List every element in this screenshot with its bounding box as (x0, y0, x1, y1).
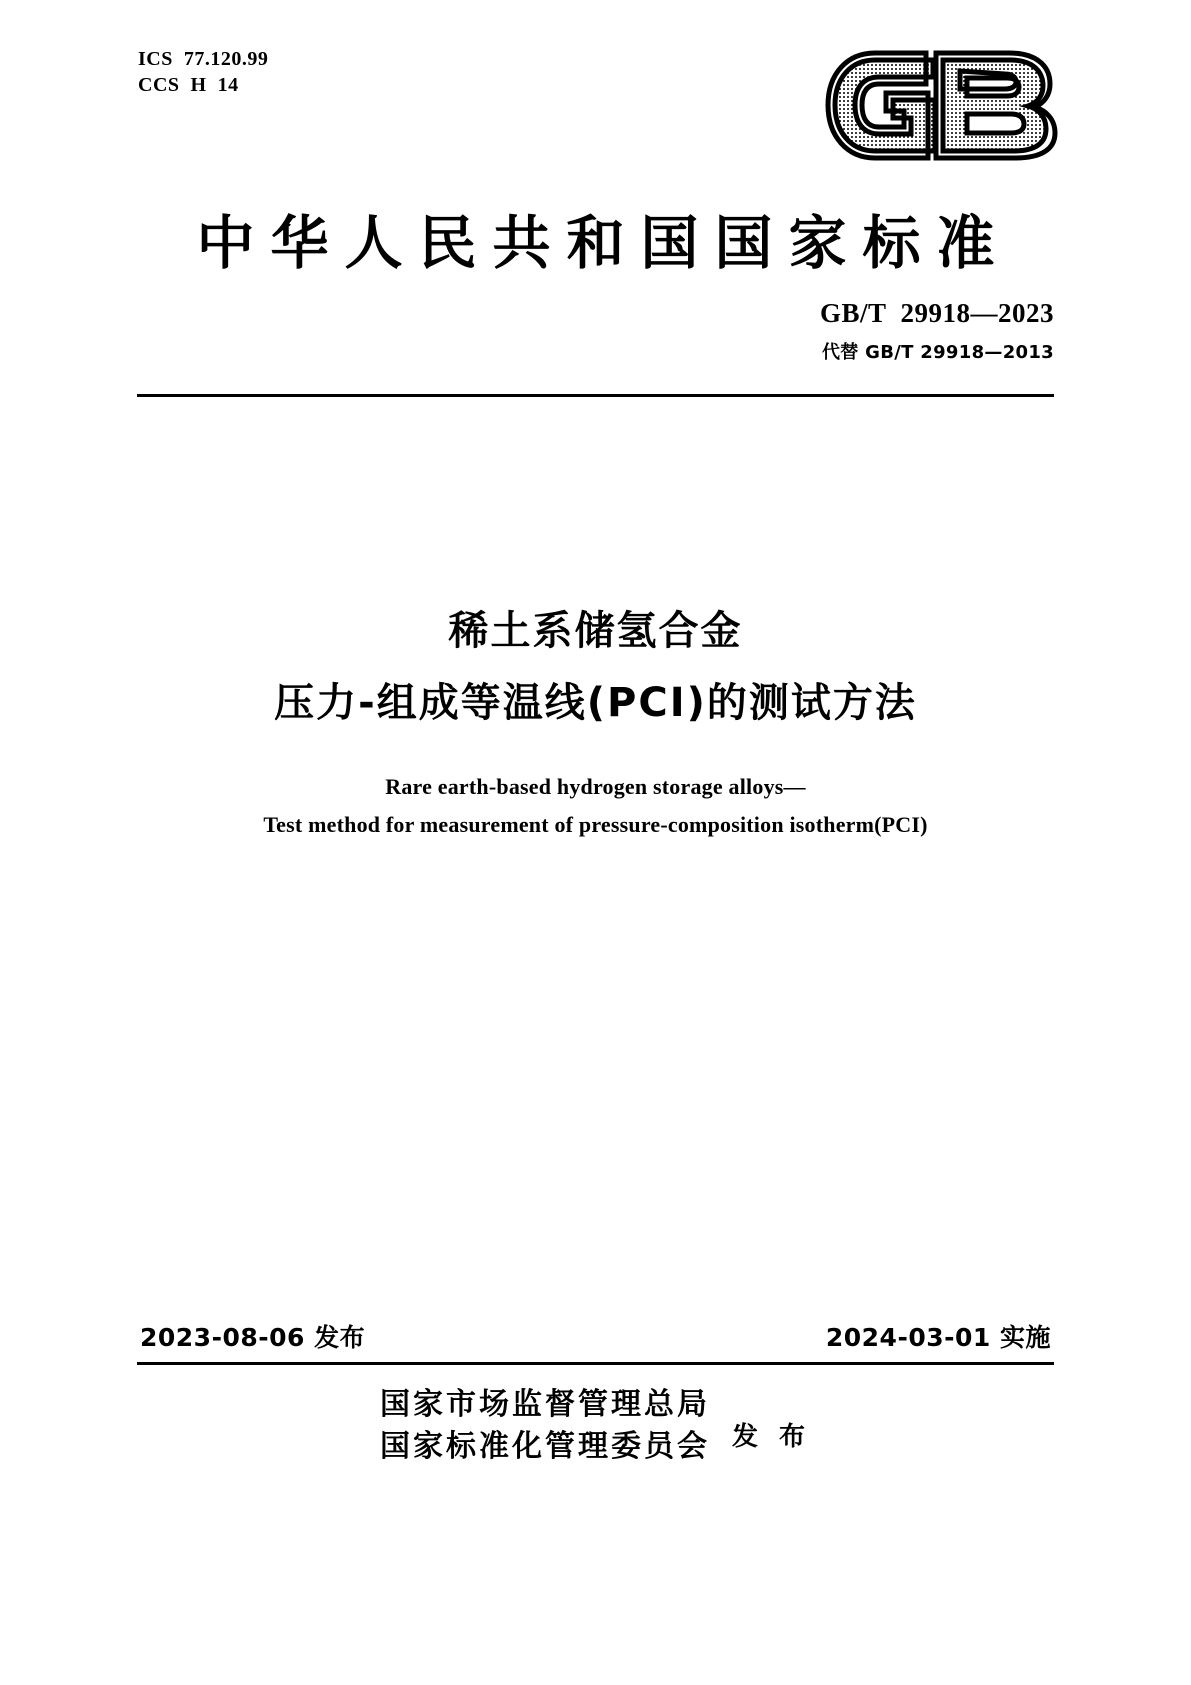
document-title-cn (0, 595, 1191, 739)
standard-replaces: 代替 GB/T 29918—2013 (822, 342, 1054, 363)
document-title-en (0, 768, 1191, 844)
document-title-en-line1: Rare earth-based hydrogen storage alloys— (385, 774, 806, 799)
page-title: 中华人民共和国国家标准 (196, 209, 1011, 277)
document-title-en-line2: Test method for measurement of pressure-composition isotherm(PCI) (263, 812, 928, 837)
document-title-cn-line2: 压力-组成等温线(PCI)的测试方法 (274, 680, 917, 726)
footer-divider (137, 1362, 1054, 1365)
issue-date: 2023-08-06 发布 (140, 1323, 366, 1352)
header-divider (137, 394, 1054, 397)
publisher-action: 发 布 (731, 1421, 812, 1452)
ccs-code: CCS H 14 (138, 74, 239, 96)
publisher-org-1: 国家市场监督管理总局 (379, 1387, 710, 1422)
publisher-block (0, 1384, 1191, 1468)
implementation-date: 2024-03-01 实施 (825, 1323, 1051, 1352)
document-title-cn-line1: 稀土系储氢合金 (448, 608, 743, 654)
standard-number: GB/T 29918—2023 (819, 298, 1054, 328)
publisher-org-2: 国家标准化管理委员会 (379, 1429, 710, 1464)
classification-codes (138, 46, 268, 98)
ics-code: ICS 77.120.99 (138, 48, 269, 70)
gb-logo-icon (823, 48, 1063, 163)
publisher-names (380, 1384, 710, 1468)
